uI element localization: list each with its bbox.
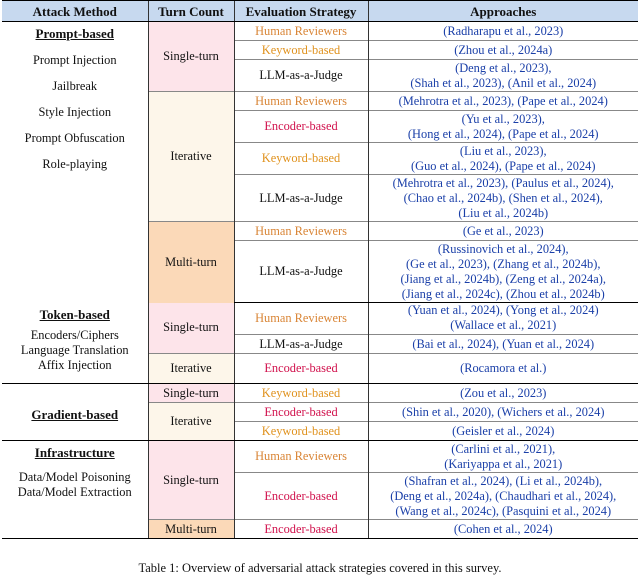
category-gradient-based [2, 384, 148, 441]
category-item: Affix Injection [37, 357, 112, 372]
turn-cell: Iterative [148, 403, 234, 441]
category-item: Data/Model Extraction [17, 485, 132, 499]
category-item: Role-playing [42, 157, 108, 171]
category-item: Style Injection [38, 105, 112, 119]
category-item: Prompt Injection [32, 53, 117, 67]
approach-cell: (Deng et al., 2023), (Shah et al., 2023), (Anil et al., 2024) [368, 60, 638, 92]
strategy-cell: Encoder-based [234, 473, 368, 520]
header-evaluation-strategy: Evaluation Strategy [234, 1, 368, 22]
strategy-cell: LLM-as-a-Judge [234, 241, 368, 303]
approach-cell: (Shafran et al., 2024), (Li et al., 2024b), (Deng et al., 2024a), (Chaudhari et al., 2024), (Wang et al., 2024c), (Pasquini et al., 2024) [368, 473, 638, 520]
turn-cell: Single-turn [148, 22, 234, 92]
category-token-based [2, 303, 148, 384]
strategy-cell: Human Reviewers [234, 441, 368, 473]
turn-cell: Single-turn [148, 303, 234, 354]
table-caption: Table 1: Overview of adversarial attack strategies covered in this survey. [138, 561, 502, 575]
strategy-cell: Human Reviewers [234, 222, 368, 241]
strategy-cell: Keyword-based [234, 143, 368, 175]
category-title: Token-based [39, 306, 110, 322]
header-row [2, 1, 638, 22]
header-attack-method: Attack Method [2, 1, 148, 22]
table-row [2, 303, 638, 335]
approach-cell: (Bai et al., 2024), (Yuan et al., 2024) [368, 335, 638, 354]
approach-cell: (Cohen et al., 2024) [368, 520, 638, 539]
table-row [2, 441, 638, 473]
approach-cell: (Yu et al., 2023), (Hong et al., 2024), (Pape et al., 2024) [368, 111, 638, 143]
approach-cell: (Mehrotra et al., 2023), (Paulus et al., 2024), (Chao et al., 2024b), (Shen et al., 2024), (Liu et al., 2024b) [368, 175, 638, 222]
category-item: Data/Model Poisoning [18, 470, 131, 484]
approach-cell: (Ge et al., 2023) [368, 222, 638, 241]
turn-cell: Iterative [148, 354, 234, 384]
strategy-cell: Human Reviewers [234, 92, 368, 111]
category-item: Language Translation [20, 342, 129, 357]
turn-cell: Single-turn [148, 441, 234, 520]
strategy-cell: Encoder-based [234, 111, 368, 143]
category-title: Gradient-based [31, 406, 119, 422]
header-approaches: Approaches [368, 1, 638, 22]
strategy-cell: LLM-as-a-Judge [234, 175, 368, 222]
turn-cell: Single-turn [148, 384, 234, 403]
attack-methods-table [2, 0, 638, 539]
approach-cell: (Mehrotra et al., 2023), (Pape et al., 2024) [368, 92, 638, 111]
strategy-cell: Encoder-based [234, 403, 368, 422]
turn-cell: Multi-turn [148, 520, 234, 539]
approach-cell: (Russinovich et al., 2024), (Ge et al., 2023), (Zhang et al., 2024b), (Jiang et al., 2024b), (Zeng et al., 2024a), (Jiang et al., 2024c), (Zhou et al., 2024b) [368, 241, 638, 303]
category-prompt-based [2, 22, 148, 303]
approach-cell: (Liu et al., 2023), (Guo et al., 2024), (Pape et al., 2024) [368, 143, 638, 175]
strategy-cell: LLM-as-a-Judge [234, 335, 368, 354]
category-title: Infrastructure [34, 445, 115, 460]
category-infrastructure [2, 441, 148, 539]
category-item: Encoders/Ciphers [30, 327, 119, 342]
strategy-cell: Human Reviewers [234, 22, 368, 41]
strategy-cell: LLM-as-a-Judge [234, 60, 368, 92]
approach-cell: (Carlini et al., 2021), (Kariyappa et al., 2021) [368, 441, 638, 473]
approach-cell: (Yuan et al., 2024), (Yong et al., 2024) (Wallace et al., 2021) [368, 303, 638, 335]
category-item: Jailbreak [52, 79, 98, 93]
strategy-cell: Keyword-based [234, 422, 368, 441]
header-turn-count: Turn Count [148, 1, 234, 22]
strategy-cell: Keyword-based [234, 384, 368, 403]
approach-cell: (Zhou et al., 2024a) [368, 41, 638, 60]
strategy-cell: Encoder-based [234, 520, 368, 539]
table-row [2, 384, 638, 403]
approach-cell: (Shin et al., 2020), (Wichers et al., 2024) [368, 403, 638, 422]
approach-cell: (Geisler et al., 2024) [368, 422, 638, 441]
turn-cell: Iterative [148, 92, 234, 222]
category-item: Prompt Obfuscation [24, 131, 125, 145]
category-title: Prompt-based [35, 26, 114, 41]
approach-cell: (Radharapu et al., 2023) [368, 22, 638, 41]
strategy-cell: Encoder-based [234, 354, 368, 384]
approach-cell: (Rocamora et al.) [368, 354, 638, 384]
approach-cell: (Zou et al., 2023) [368, 384, 638, 403]
turn-cell: Multi-turn [148, 222, 234, 303]
table-row [2, 22, 638, 41]
strategy-cell: Keyword-based [234, 41, 368, 60]
strategy-cell: Human Reviewers [234, 303, 368, 335]
